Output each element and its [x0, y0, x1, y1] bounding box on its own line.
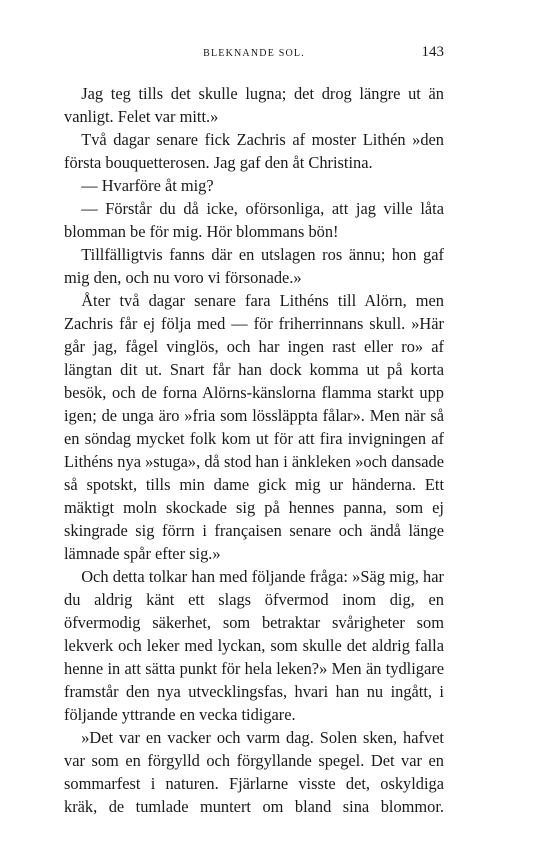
running-title: BLEKNANDE SOL. [203, 48, 305, 59]
paragraph: Jag teg tills det skulle lugna; det drog längre ut än vanligt. Felet var mitt.» [64, 84, 444, 126]
book-page [64, 44, 444, 818]
paragraph: Åter två dagar senare fara Lithéns till Alörn, men Zachris får ej följa med — för friherrinnans skull. »Här går jag, fågel vinglös, och har ingen rast eller ro» af längtan dit ut. Snart får han dock komma ut på korta besök, och de forna Alörns-känslorna flamma starkt upp igen; de unga äro »fria som lössläppta fålar». Men när så en söndag mycket folk kom ut för att fira invigningen af Lithéns nya »stuga», då stod han i änkleken »och dansade så spotskt, tills min dame gick mig ur händerna. Ett mäktigt moln skockade sig på hennes panna, som ej skingrade sig förrn i françaisen senare och ändå länge lämnade spår efter sig.» [64, 291, 444, 563]
paragraph: Tillfälligtvis fanns där en utslagen ros ännu; hon gaf mig den, och nu voro vi försonade.» [64, 245, 444, 287]
page-header [64, 44, 444, 64]
paragraph: Två dagar senare fick Zachris af moster Lithén »den första bouquetterosen. Jag gaf den åt Christina. [64, 130, 444, 172]
paragraph: »Det var en vacker och varm dag. Solen sken, hafvet var som en förgylld och förgyllande spegel. Det var en sommarfest i naturen. Fjärlarne visste det, oskyldiga kräk, de tumlade muntert om bland sina blommor. [64, 728, 444, 816]
paragraph: — Förstår du då icke, oförsonliga, att jag ville låta blomman be för mig. Hör blommans bön! [64, 199, 444, 241]
paragraph: — Hvarföre åt mig? [81, 176, 214, 195]
body-text [64, 82, 444, 818]
paragraph: Och detta tolkar han med följande fråga: »Säg mig, har du aldrig känt ett slags öfvermod inom dig, en öfvermodig säkerhet, som betraktar svårigheter som lekverk och leker med lyckan, som skulle det aldrig falla henne in att sätta punkt för hela leken?» Men än tydligare framstår den nya utvecklingsfas, hvari han nu ingått, i följande yttrande en vecka tidigare. [64, 567, 444, 724]
page-number: 143 [421, 44, 444, 60]
